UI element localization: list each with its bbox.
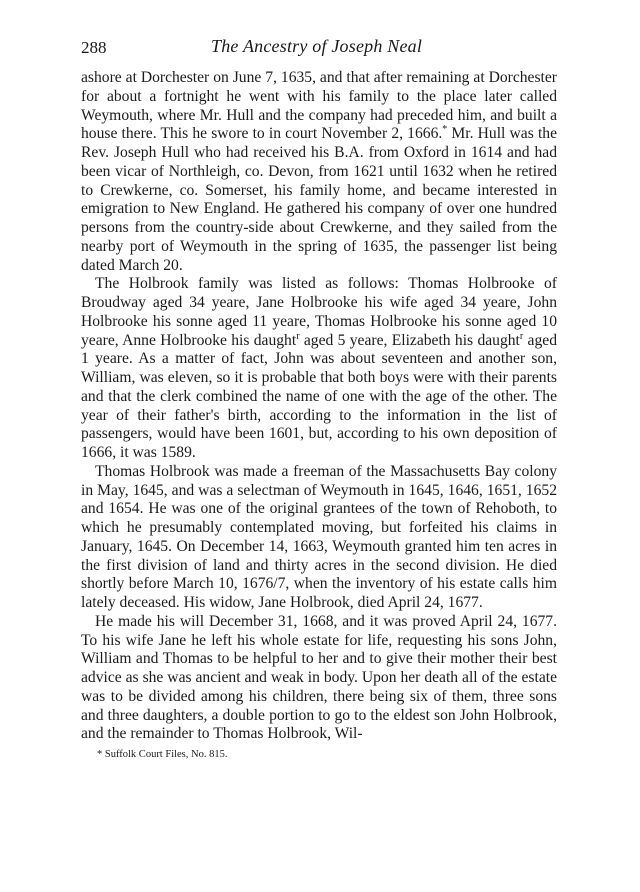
paragraph — [81, 613, 557, 744]
superscript-abbreviation: r — [519, 330, 524, 342]
document-page — [81, 36, 557, 761]
paragraph — [81, 275, 557, 463]
paragraph-text: Thomas Holbrook was made a freeman of the Massachusetts Bay colony in May, 1645, and was a selectman of Weymouth in 1645, 1646, 1651, 1652 and 1654. He was one of the original grantees of the town of Rehoboth, to which he presumably contemplated moving, but forfeited his claims in January, 1645. On December 14, 1663, Weymouth granted him ten acres in the first division of land and thirty acres in the second division. He died shortly before March 10, 1676/7, when the inventory of his estate calls him lately deceased. His widow, Jane Holbrook, died April 24, 1677. — [81, 462, 557, 611]
paragraph-text: ashore at Dorchester on June 7, 1635, and that after remaining at Dorchester for about a fortnight he went with his family to the place later called Weymouth, where Mr. Hull and the company had preceded him, and built a house there. This he swore to in court November 2, 1666. — [81, 69, 557, 143]
paragraph-text: The Holbrook family was listed as follows: Thomas Holbrooke of Broudway aged 34 yeare, Jane Holbrooke his wife aged 34 yeare, John Holbrooke his sonne aged 11 yeare, Thomas Holbrooke his sonne aged 10 yeare, Anne Holbrooke his daught — [81, 275, 557, 349]
paragraph — [81, 463, 557, 613]
footnote-marker: * — [442, 124, 448, 136]
footnote: * Suffolk Court Files, No. 815. — [97, 749, 228, 760]
page-header — [81, 36, 557, 62]
paragraph-text: aged 1 yeare. As a matter of fact, John was about seventeen and another son, William, was eleven, so it is probable that both boys were with their parents and that the clerk combined the name of one with the age of the other. The year of their father's birth, according to the information in the list of passengers, would have been 1601, but, according to his own deposition of 1666, it was 1589. — [81, 331, 557, 461]
paragraph — [81, 69, 557, 275]
running-head: The Ancestry of Joseph Neal — [211, 36, 423, 56]
superscript-abbreviation: r — [296, 330, 300, 342]
paragraph-text: He made his will December 31, 1668, and it was proved April 24, 1677. To his wife Jane he left his whole estate for life, requesting his sons John, William and Thomas to be helpful to her and to give their mother their best advice as she was ancient and weak in body. Upon her death all of the estate was to be divided among his children, there being six of them, three sons and three daughters, a double portion to go to the eldest son John Holbrook, and the remainder to Thomas Holbrook, Wil- — [81, 612, 557, 743]
body-text — [81, 69, 557, 744]
page-number: 288 — [81, 38, 107, 57]
paragraph-text: Mr. Hull was the Rev. Joseph Hull who had received his B.A. from Oxford in 1614 and had been vicar of Northleigh, co. Devon, from 1621 until 1632 when he retired to Crewkerne, co. Somerset, his family home, and became interested in emigration to New England. He gathered his company of over one hundred persons from the country-side about Crewkerne, and they sailed from the nearby port of Weymouth in the spring of 1635, the passenger list being dated March 20. — [81, 125, 557, 274]
paragraph-text: aged 5 yeare, Elizabeth his daught — [299, 331, 520, 349]
